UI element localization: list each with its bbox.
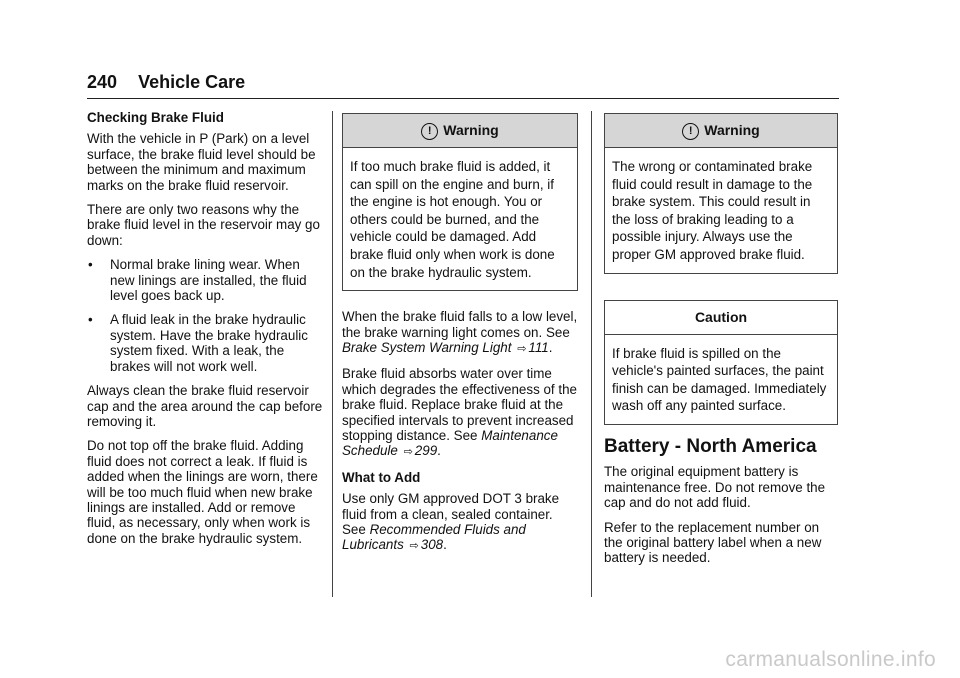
page-arrow-icon: ⇨ bbox=[517, 342, 527, 355]
column-divider-1 bbox=[332, 111, 333, 597]
cross-reference-link[interactable]: Recommended Fluids and Lubricants bbox=[342, 522, 526, 553]
paragraph: When the brake fluid falls to a low level, the brake warning light comes on. See Brake System Warning Light ⇨ 111. bbox=[342, 309, 578, 355]
warning-box bbox=[604, 113, 838, 274]
list-item bbox=[87, 312, 323, 374]
page-header bbox=[87, 72, 245, 93]
what-to-add-heading: What to Add bbox=[342, 469, 421, 485]
left-column bbox=[87, 110, 323, 555]
page-number: 240 bbox=[87, 72, 118, 92]
warning-icon: ! bbox=[682, 123, 699, 140]
warning-body: If too much brake fluid is added, it can spill on the engine and burn, if the engine is hot enough. You or others could be burned, and the vehicle could be damaged. Add brake fluid only when work is done on the brake hydraulic system. bbox=[350, 159, 555, 280]
warning-label: Warning bbox=[704, 122, 760, 138]
page-reference[interactable]: 299 bbox=[414, 443, 438, 459]
warning-title bbox=[343, 114, 577, 148]
battery-section-title: Battery - North America bbox=[604, 435, 817, 457]
bullet-mark: • bbox=[88, 312, 93, 328]
column-divider-2 bbox=[591, 111, 592, 597]
paragraph: Do not top off the brake fluid. Adding fluid does not correct a leak. If fluid is added when the linings are worn, there will be too much fluid when new brake linings are installed. Add or remove fluid, as necessary, only when work is done on the brake hydraulic system. bbox=[87, 438, 318, 546]
warning-icon: ! bbox=[421, 123, 438, 140]
watermark: carmanualsonline.info bbox=[725, 648, 936, 671]
middle-column bbox=[342, 113, 578, 564]
bullet-mark: • bbox=[88, 257, 93, 273]
paragraph: Always clean the brake fluid reservoir cap and the area around the cap before removing it. bbox=[87, 383, 323, 429]
section-title: Vehicle Care bbox=[138, 72, 246, 92]
warning-title bbox=[605, 114, 837, 148]
header-rule bbox=[87, 98, 839, 99]
cross-reference-link[interactable]: Maintenance Schedule bbox=[342, 428, 558, 459]
warning-label: Warning bbox=[443, 122, 499, 138]
right-column bbox=[604, 113, 838, 575]
list-item-text: A fluid leak in the brake hydraulic system. Have the brake hydraulic system fixed. With a leak, the brakes will not work well. bbox=[110, 312, 308, 374]
paragraph: Refer to the replacement number on the original battery label when a new battery is needed. bbox=[604, 519, 822, 566]
page-reference[interactable]: 308 bbox=[420, 537, 444, 553]
checking-brake-fluid-heading: Checking Brake Fluid bbox=[87, 110, 224, 125]
warning-box bbox=[342, 113, 578, 291]
paragraph: The original equipment battery is maintenance free. Do not remove the cap and do not add fluid. bbox=[604, 464, 826, 511]
page-arrow-icon: ⇨ bbox=[403, 446, 413, 459]
list-item bbox=[87, 257, 323, 303]
paragraph: There are only two reasons why the brake fluid level in the reservoir may go down: bbox=[87, 202, 320, 248]
caution-box bbox=[604, 300, 838, 425]
cross-reference-link[interactable]: Brake System Warning Light bbox=[342, 339, 512, 355]
page-reference[interactable]: 111 bbox=[528, 339, 549, 355]
list-item-text: Normal brake lining wear. When new linings are installed, the fluid level goes back up. bbox=[110, 257, 307, 304]
paragraph: Brake fluid absorbs water over time which degrades the effectiveness of the brake fluid. Replace brake fluid at the specified intervals to prevent increased stopping distance. See Maintenance Schedule ⇨ 299. bbox=[342, 366, 577, 459]
caution-body: If brake fluid is spilled on the vehicle's painted surfaces, the paint finish can be damaged. Immediately wash off any painted surface. bbox=[612, 345, 827, 414]
paragraph: With the vehicle in P (Park) on a level surface, the brake fluid level should be between the minimum and maximum marks on the brake fluid reservoir. bbox=[87, 131, 316, 193]
warning-body: The wrong or contaminated brake fluid could result in damage to the brake system. This could result in the loss of braking leading to a possible injury. Always use the proper GM approved brake fluid. bbox=[612, 159, 813, 262]
paragraph: Use only GM approved DOT 3 brake fluid from a clean, sealed container. See Recommended Fluids and Lubricants ⇨ 308. bbox=[342, 491, 560, 553]
caution-title: Caution bbox=[605, 301, 837, 335]
page-arrow-icon: ⇨ bbox=[409, 540, 419, 553]
